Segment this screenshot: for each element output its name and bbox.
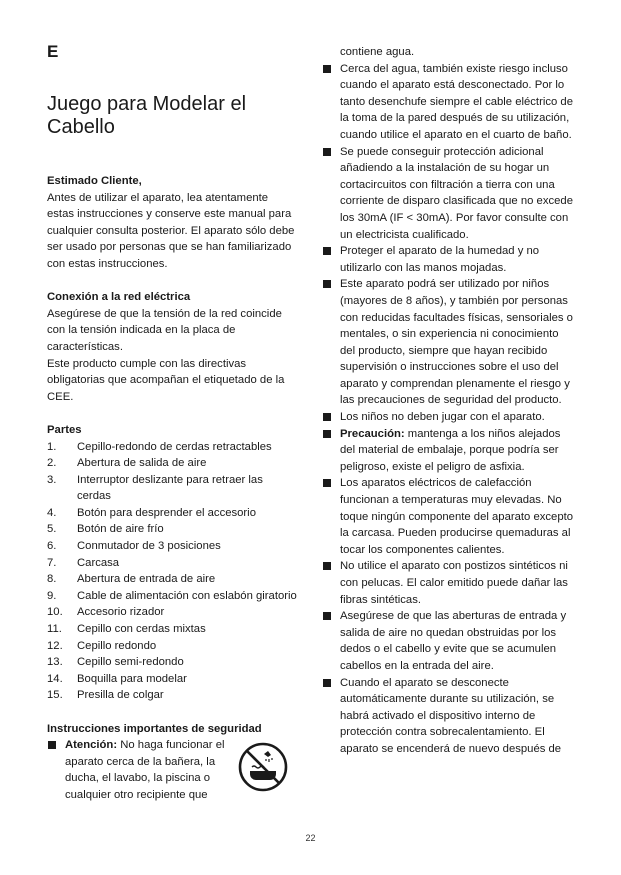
parts-item-number: 8.: [47, 573, 57, 586]
parts-item-number: 3.: [47, 473, 57, 486]
safety-list-item: [322, 608, 574, 674]
connection-text-1: Asegúrese de que la tensión de la red coincide con la tensión indicada en la placa de características.: [47, 307, 282, 353]
parts-item-number: 9.: [47, 589, 57, 602]
safety-item-text: Proteger el aparato de la humedad y no utilizarlo con las manos mojadas.: [340, 245, 540, 274]
bullet-square-icon: [48, 741, 56, 749]
safety-list-item: [322, 243, 574, 276]
safety-item-text: mantenga a los niños alejados del material de embalaje, porque podría ser peligroso, existe el peligro de asfixia.: [340, 427, 561, 473]
page-title: Juego para Modelar el Cabello: [47, 93, 247, 139]
language-letter: E: [47, 42, 59, 61]
parts-list-item: [47, 638, 297, 655]
parts-item-text: Boquilla para modelar: [77, 672, 187, 685]
safety-item-text: Se puede conseguir protección adicional añadiendo a la instalación de su hogar un cortacircuitos con filtración a tierra con una corriente de disparo clasificada que no excede los 30mA (IF < 30mA). Por favor consulte con un electricista cualificado.: [340, 145, 573, 241]
parts-list-item: [47, 472, 297, 505]
parts-item-number: 12.: [47, 639, 63, 652]
parts-item-number: 15.: [47, 689, 63, 702]
safety-list-item: [322, 409, 574, 426]
parts-item-text: Abertura de salida de aire: [77, 457, 207, 470]
parts-item-number: 13.: [47, 656, 63, 669]
attention-continued: contiene agua.: [340, 46, 415, 58]
parts-list-item: [47, 604, 297, 621]
safety-item-text: Los niños no deben jugar con el aparato.: [340, 411, 545, 424]
caution-label: Precaución:: [340, 427, 405, 440]
attention-list: [47, 737, 297, 803]
parts-item-number: 11.: [47, 623, 62, 636]
parts-list-item: [47, 439, 297, 456]
parts-item-text: Cable de alimentación con eslabón giratorio: [77, 589, 297, 602]
attention-label: Atención:: [65, 739, 118, 752]
connection-heading: Conexión a la red eléctrica: [47, 291, 191, 304]
bullet-square-icon: [323, 148, 331, 156]
parts-list-item: [47, 621, 297, 638]
bullet-square-icon: [323, 679, 331, 687]
parts-item-text: Cepillo-redondo de cerdas retractables: [77, 440, 272, 453]
parts-item-text: Cepillo semi-redondo: [77, 656, 184, 669]
parts-item-number: 7.: [47, 556, 57, 569]
parts-item-text: Conmutador de 3 posiciones: [77, 540, 221, 553]
attention-text: No haga funcionar el aparato cerca de la bañera, la ducha, el lavabo, la piscina o cualquier otro recipiente que: [65, 739, 225, 801]
bullet-square-icon: [323, 65, 331, 73]
safety-list-item: [322, 276, 574, 409]
connection-text-2: Este producto cumple con las directivas obligatorias que acompañan el etiquetado de la CEE.: [47, 357, 285, 403]
page-number: 22: [305, 833, 316, 843]
parts-list-item: [47, 671, 297, 688]
parts-item-number: 1.: [47, 440, 57, 453]
bullet-square-icon: [323, 562, 331, 570]
safety-item-text: No utilice el aparato con postizos sintéticos ni con pelucas. El calor emitido puede dañar las fibras sintéticas.: [340, 560, 568, 606]
parts-item-number: 10.: [47, 606, 63, 619]
bullet-square-icon: [323, 280, 331, 288]
parts-item-text: Cepillo con cerdas mixtas: [77, 623, 206, 636]
safety-list-item: [322, 426, 574, 476]
parts-item-text: Accesorio rizador: [77, 606, 165, 619]
safety-heading: Instrucciones importantes de seguridad: [47, 722, 262, 735]
parts-item-text: Botón de aire frío: [77, 523, 164, 536]
parts-list-item: [47, 521, 297, 538]
safety-list-item: [322, 475, 574, 558]
no-bathtub-icon: [237, 741, 289, 793]
safety-list-item: [322, 144, 574, 244]
intro-text: Antes de utilizar el aparato, lea atentamente estas instrucciones y conserve este manual para cualquier consulta posterior. El aparato sólo debe ser usado por personas que se han familiarizado con estas instrucciones.: [47, 191, 295, 270]
parts-list-item: [47, 538, 297, 555]
parts-item-text: Carcasa: [77, 556, 120, 569]
parts-item-number: 5.: [47, 523, 57, 536]
parts-list-item: [47, 687, 297, 704]
parts-heading: Partes: [47, 423, 82, 436]
safety-item-text: Este aparato podrá ser utilizado por niños (mayores de 8 años), y también por personas con reducidas facultades físicas, sensoriales o mentales, o sin experiencia ni conocimiento del producto, siempre que hayan recibido supervisión o instrucciones sobre el uso del aparato y comprendan plenamente el riesgo y las precauciones de seguridad del producto.: [340, 278, 573, 407]
parts-item-number: 6.: [47, 540, 57, 553]
parts-item-number: 2.: [47, 457, 57, 470]
safety-item-text: Los aparatos eléctricos de calefacción funcionan a temperaturas muy elevadas. No toque ningún componente del aparato excepto la carcasa. Pueden producirse quemaduras al tocar los componentes calientes.: [340, 477, 574, 556]
safety-item-text: Asegúrese de que las aberturas de entrada y salida de aire no quedan obstruidas por los dedos o el cabello y evite que se acumulen cabellos en la entrada del aire.: [340, 610, 567, 672]
parts-item-text: Presilla de colgar: [77, 689, 164, 702]
parts-list-item: [47, 455, 297, 472]
attention-item: [47, 737, 297, 803]
safety-item-text: Cerca del agua, también existe riesgo incluso cuando el aparato está desconectado. Por lo tanto desenchufe siempre el cable eléctrico de la toma de la pared después de su utilización, cuando utilice el aparato en el cuarto de baño.: [340, 62, 573, 141]
left-column: [47, 173, 297, 804]
parts-list-item: [47, 555, 297, 572]
safety-item-text: Cuando el aparato se desconecte automáticamente durante su utilización, se habrá activado el dispositivo interno de protección contra sobrecalentamiento. El aparato se encenderá de nuevo después de: [340, 676, 562, 755]
parts-item-number: 14.: [47, 672, 63, 685]
parts-list-item: [47, 588, 297, 605]
right-column: [322, 44, 574, 758]
parts-item-text: Botón para desprender el accesorio: [77, 506, 256, 519]
parts-item-text: Cepillo redondo: [77, 639, 157, 652]
intro-heading: Estimado Cliente,: [47, 175, 142, 187]
parts-list-item: [47, 505, 297, 522]
bullet-square-icon: [323, 612, 331, 620]
safety-list-item: [322, 61, 574, 144]
parts-list-item: [47, 571, 297, 588]
safety-list: [322, 61, 574, 758]
parts-list: [47, 439, 297, 705]
safety-list-item: [322, 675, 574, 758]
bullet-square-icon: [323, 479, 331, 487]
parts-item-text: Interruptor deslizante para retraer las cerdas: [77, 473, 263, 503]
bullet-square-icon: [323, 413, 331, 421]
bullet-square-icon: [323, 247, 331, 255]
parts-item-text: Abertura de entrada de aire: [77, 573, 216, 586]
safety-list-item: [322, 558, 574, 608]
parts-list-item: [47, 654, 297, 671]
bullet-square-icon: [323, 430, 331, 438]
parts-item-number: 4.: [47, 506, 57, 519]
